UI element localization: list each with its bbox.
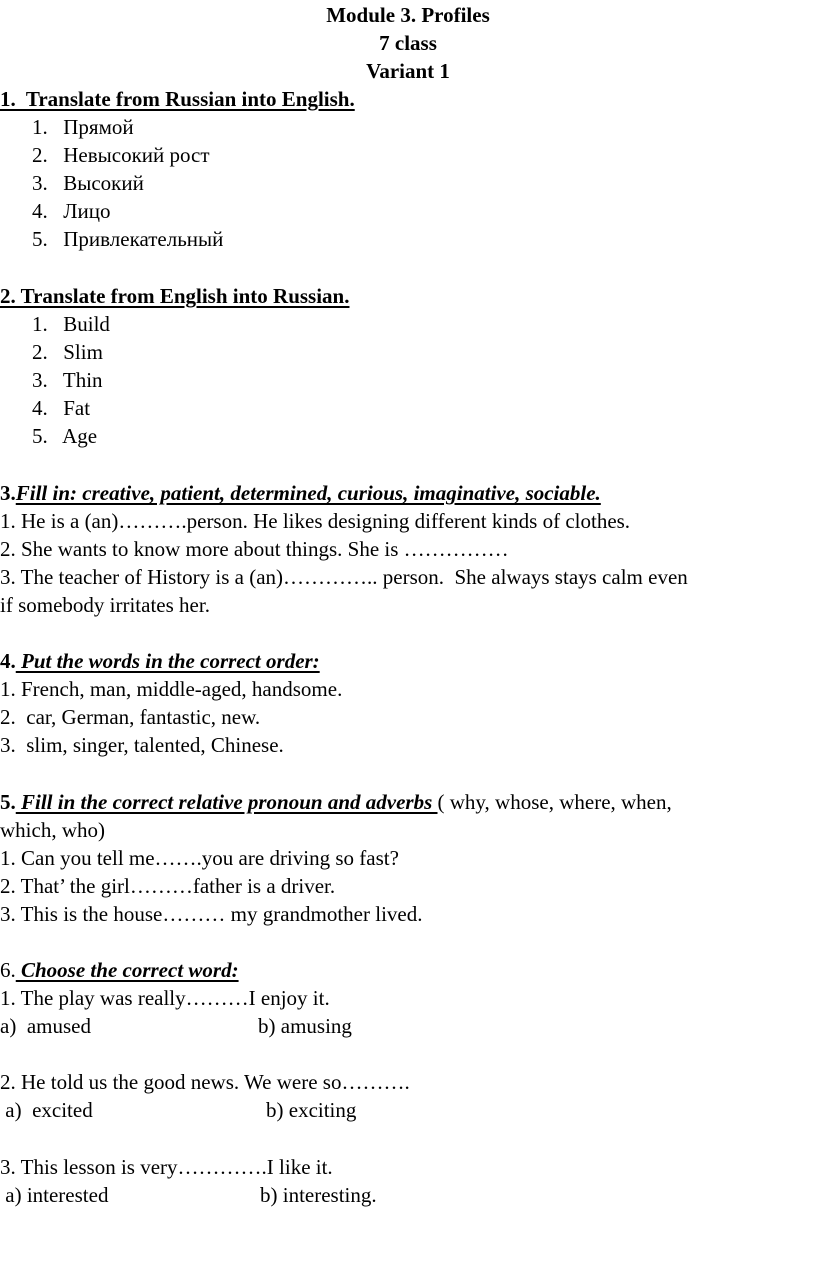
task5-heading-tail-2: which, who) [0, 818, 105, 842]
task3-line-1: 1. He is a (an)……….person. He likes designing different kinds of clothes. [0, 509, 631, 533]
task3-line-3: 3. The teacher of History is a (an)………….. person. She always stays calm even [0, 565, 688, 589]
task1-item-4: 4. Лицо [32, 199, 111, 223]
task5-heading-tail: ( why, whose, where, when, [437, 790, 672, 814]
task1-heading: 1. Translate from Russian into English. [0, 87, 355, 111]
task5-line-1: 1. Can you tell me…….you are driving so fast? [0, 846, 399, 870]
task5-number: 5. [0, 790, 16, 814]
task6-number: 6. [0, 958, 16, 982]
task4-line-3: 3. slim, singer, talented, Chinese. [0, 733, 284, 757]
task6-question-2-option-a: a) excited [0, 1098, 93, 1122]
task2-heading: 2. Translate from English into Russian. [0, 284, 350, 308]
task2-item-2: 2. Slim [32, 340, 103, 364]
task6-question-1-option-a: a) amused [0, 1014, 91, 1038]
task1-item-2: 2. Невысокий рост [32, 143, 210, 167]
task3-heading [0, 479, 601, 507]
task6-question-2: 2. He told us the good news. We were so………. [0, 1070, 410, 1094]
task1-item-5: 5. Привлекательный [32, 227, 224, 251]
task6-question-1: 1. The play was really………I enjoy it. [0, 986, 330, 1010]
task3-number: 3. [0, 481, 16, 505]
task5-line-3: 3. This is the house……… my grandmother lived. [0, 902, 423, 926]
task5-heading [0, 788, 672, 816]
task6-question-2-option-b: b) exciting [266, 1098, 357, 1122]
task5-heading-text: Fill in the correct relative pronoun and adverbs [15, 790, 438, 814]
task1-item-3: 3. Высокий [32, 171, 144, 195]
task6-question-1-option-b: b) amusing [258, 1014, 352, 1038]
task1-item-1: 1. Прямой [32, 115, 134, 139]
task4-number: 4. [0, 649, 16, 673]
task6-question-3-option-b: b) interesting. [260, 1183, 377, 1207]
task6-question-3: 3. This lesson is very………….I like it. [0, 1155, 333, 1179]
task2-item-4: 4. Fat [32, 396, 91, 420]
task3-line-4: if somebody irritates her. [0, 593, 210, 617]
task5-line-2: 2. That’ the girl………father is a driver. [0, 874, 336, 898]
task4-line-1: 1. French, man, middle-aged, handsome. [0, 677, 343, 701]
task4-heading-text: Put the words in the correct order: [15, 649, 320, 673]
task4-line-2: 2. car, German, fantastic, new. [0, 705, 261, 729]
task6-heading-text: Choose the correct word: [15, 958, 239, 982]
task4-heading [0, 647, 320, 675]
module-title: Module 3. Profiles [326, 3, 490, 27]
class-label: 7 class [379, 31, 437, 55]
task6-question-3-option-a: a) interested [0, 1183, 109, 1207]
task6-heading [0, 956, 239, 984]
variant-label: Variant 1 [366, 59, 450, 83]
task2-item-5: 5. Age [32, 424, 98, 448]
task3-line-2: 2. She wants to know more about things. She is …………… [0, 537, 509, 561]
task2-item-1: 1. Build [32, 312, 110, 336]
task3-heading-text: Fill in: creative, patient, determined, curious, imaginative, sociable. [15, 481, 601, 505]
task2-item-3: 3. Thin [32, 368, 103, 392]
